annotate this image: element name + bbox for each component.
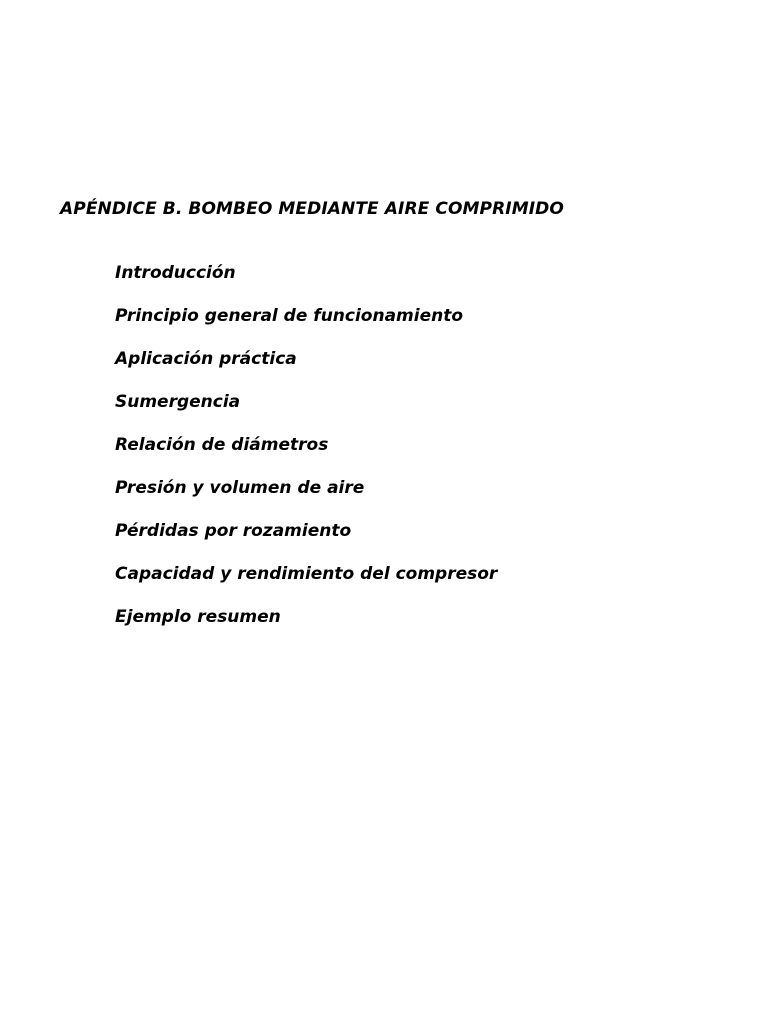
table-of-contents [115, 262, 497, 649]
toc-item-principio-general: Principio general de funcionamiento [115, 306, 464, 326]
toc-item-aplicacion-practica: Aplicación práctica [115, 349, 297, 369]
toc-item-sumergencia: Sumergencia [115, 392, 241, 412]
toc-item-presion-volumen: Presión y volumen de aire [115, 478, 365, 498]
toc-item-perdidas-rozamiento: Pérdidas por rozamiento [115, 521, 352, 541]
toc-item-capacidad-rendimiento: Capacidad y rendimiento del compresor [115, 564, 498, 584]
toc-item-introduccion: Introducción [115, 263, 236, 283]
appendix-title: APÉNDICE B. BOMBEO MEDIANTE AIRE COMPRIMIDO [60, 199, 564, 219]
toc-item-relacion-diametros: Relación de diámetros [115, 435, 329, 455]
toc-item-ejemplo-resumen: Ejemplo resumen [115, 607, 281, 627]
